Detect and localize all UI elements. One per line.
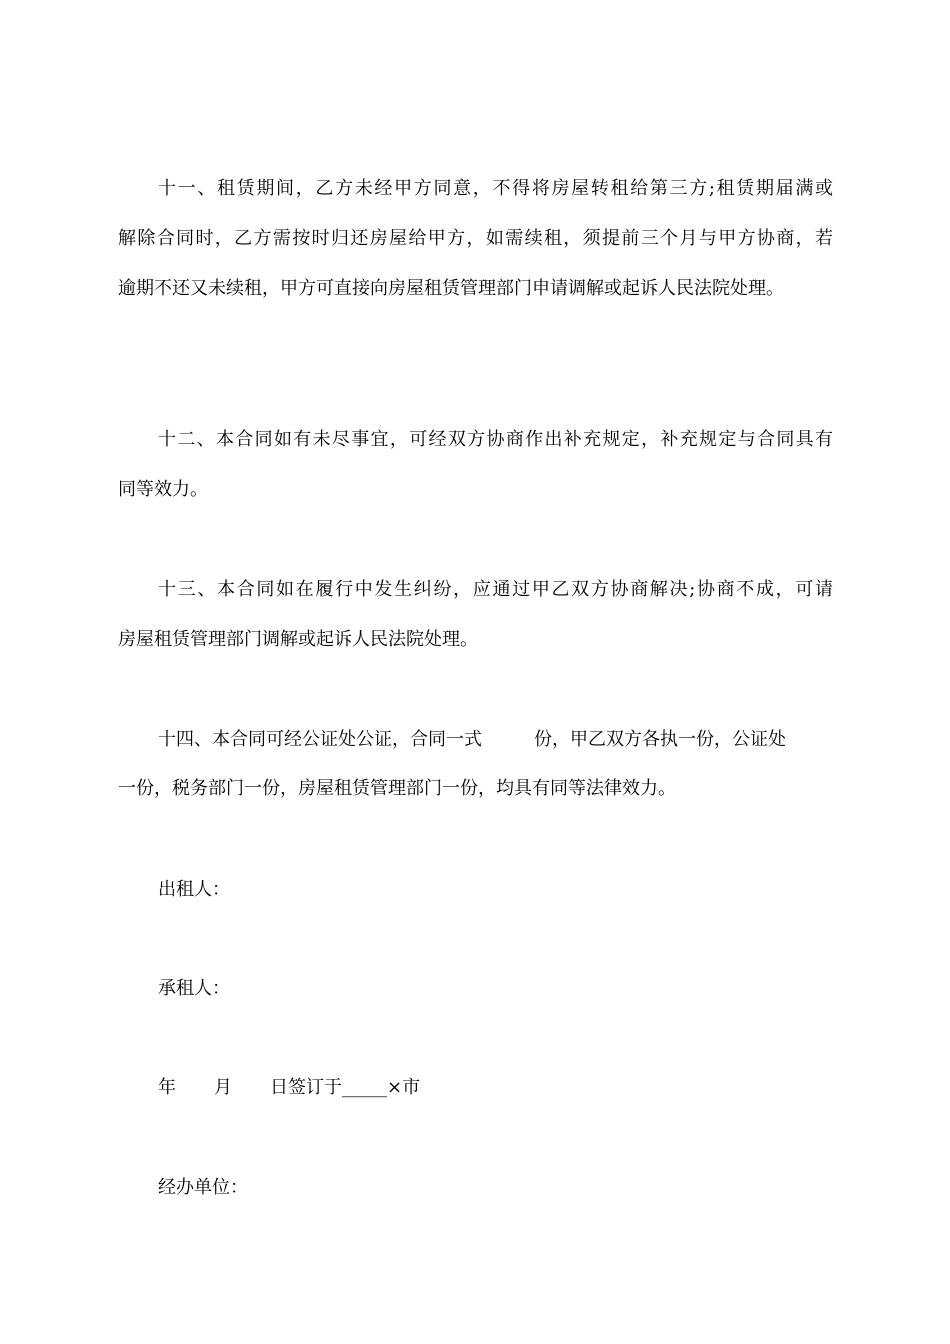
- date-month: 月: [214, 1077, 232, 1098]
- date-year: 年: [158, 1077, 176, 1098]
- clause-11-line-2: 解除合同时，乙方需按时归还房屋给甲方，如需续租，须提前三个月与甲方协商，若: [118, 228, 833, 249]
- clause-11-line-3: 逾期不还又未续租，甲方可直接向房屋租赁管理部门申请调解或起诉人民法院处理。: [118, 278, 784, 299]
- clause-12-line-2: 同等效力。: [118, 479, 208, 500]
- agency-label: 经办单位：: [158, 1177, 248, 1198]
- clause-13-line-2: 房屋租赁管理部门调解或起诉人民法院处理。: [118, 629, 478, 650]
- lessee-label: 承租人：: [158, 978, 230, 999]
- clause-14-text-b: 份，甲乙双方各执一份，公证处: [534, 729, 786, 750]
- clause-12-line-1: 十二、本合同如有未尽事宜，可经双方协商作出补充规定，补充规定与合同具有: [158, 429, 833, 450]
- clause-14-line-2: 一份，税务部门一份，房屋租赁管理部门一份，均具有同等法律效力。: [118, 778, 676, 799]
- clause-14-text-a: 十四、本合同可经公证处公证，合同一式: [158, 729, 482, 750]
- clause-13-line-1: 十三、本合同如在履行中发生纠纷，应通过甲乙双方协商解决;协商不成，可请: [158, 579, 833, 600]
- clause-11-line-1: 十一、租赁期间，乙方未经甲方同意，不得将房屋转租给第三方;租赁期届满或: [158, 178, 833, 199]
- clause-14-line-1: [158, 728, 833, 752]
- lessor-label: 出租人：: [158, 879, 230, 900]
- signing-date-line: [158, 1076, 420, 1100]
- date-day-signed: 日签订于_____×市: [270, 1077, 421, 1098]
